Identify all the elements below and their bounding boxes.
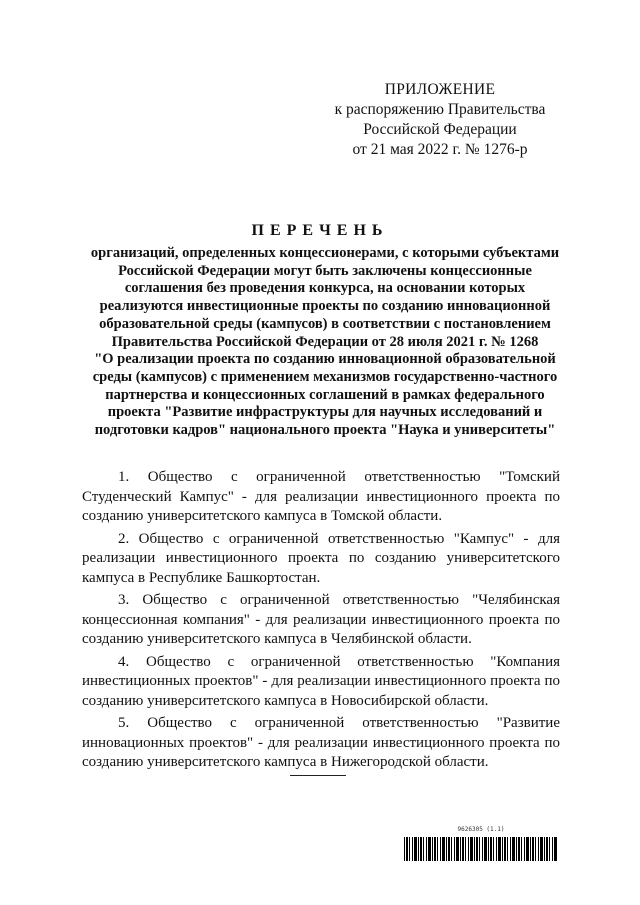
subtitle-line: проекта "Развитие инфраструктуры для научных исследований и bbox=[107, 404, 543, 421]
barcode-caption: 9626305 (1.1) bbox=[457, 826, 505, 833]
subtitle-line: Российской Федерации могут быть заключены концессионные bbox=[118, 262, 532, 279]
organization-list bbox=[82, 468, 560, 776]
document-title: ПЕРЕЧЕНЬ bbox=[251, 222, 389, 239]
appendix-line-government: Российской Федерации bbox=[363, 121, 517, 138]
barcode-block bbox=[404, 826, 558, 861]
list-item-1: 1. Общество с ограниченной ответственностью "Томский Студенческий Кампус" - для реализации инвестиционного проекта по созданию университетского кампуса в Томской области. bbox=[82, 469, 560, 524]
document-subtitle bbox=[80, 245, 570, 440]
appendix-heading: ПРИЛОЖЕНИЕ bbox=[384, 81, 496, 98]
list-item-5: 5. Общество с ограниченной ответственностью "Развитие инновационных проектов" - для реализации инвестиционного проекта по созданию университетского кампуса в Нижегородской области. bbox=[82, 715, 560, 770]
subtitle-line: организаций, определенных концессионерами, с которыми субъектами bbox=[90, 245, 560, 261]
list-item-2: 2. Общество с ограниченной ответственностью "Кампус" - для реализации инвестиционного проекта по созданию университетского кампуса в Республике Башкортостан. bbox=[82, 530, 560, 586]
subtitle-line: подготовки кадров" национального проекта "Наука и университеты" bbox=[94, 422, 556, 439]
list-item-3: 3. Общество с ограниченной ответственностью "Челябинская концессионная компания" - для реализации инвестиционного проекта по созданию университетского кампуса в Челябинской области. bbox=[82, 592, 560, 647]
closing-divider bbox=[290, 775, 346, 776]
subtitle-line: реализуются инвестиционные проекты по созданию инновационной bbox=[99, 298, 551, 315]
subtitle-line: среды (кампусов) с применением механизмов государственно-частного bbox=[92, 368, 558, 385]
subtitle-line: образовательной среды (кампусов) в соответствии с постановлением bbox=[99, 315, 551, 332]
subtitle-line: Правительства Российской Федерации от 28 июля 2021 г. № 1268 bbox=[111, 333, 539, 350]
appendix-line-date: от 21 мая 2022 г. № 1276-р bbox=[352, 141, 528, 158]
subtitle-line: партнерства и концессионных соглашений в рамках федерального bbox=[105, 386, 545, 403]
list-item-4: 4. Общество с ограниченной ответственностью "Компания инвестиционных проектов" - для реализации инвестиционного проекта по созданию университетского кампуса в Новосибирской области. bbox=[82, 653, 560, 709]
subtitle-line: соглашения без проведения конкурса, на основании которых bbox=[124, 280, 526, 297]
subtitle-line: "О реализации проекта по созданию инновационной образовательной bbox=[94, 351, 556, 368]
appendix-header bbox=[310, 80, 570, 160]
barcode-icon bbox=[404, 837, 558, 861]
appendix-line-order: к распоряжению Правительства bbox=[334, 101, 546, 118]
